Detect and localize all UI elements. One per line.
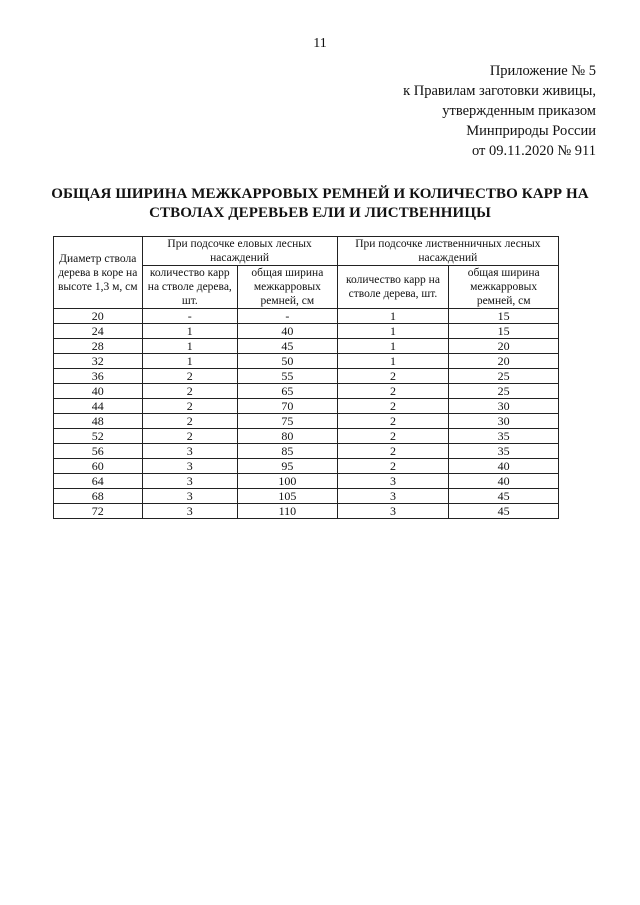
cell-spruce-count: 3 — [142, 489, 238, 504]
cell-larch-width: 25 — [449, 384, 559, 399]
table-row — [54, 384, 559, 399]
cell-larch-count: 1 — [337, 309, 449, 324]
cell-spruce-count: 1 — [142, 324, 238, 339]
cell-spruce-count: 3 — [142, 474, 238, 489]
cell-larch-width: 20 — [449, 354, 559, 369]
cell-diameter: 44 — [54, 399, 143, 414]
document-title — [0, 185, 640, 223]
cell-diameter: 24 — [54, 324, 143, 339]
appendix-order-date: от 09.11.2020 № 911 — [471, 143, 596, 159]
header-larch-count: количество карр на стволе дерева, шт. — [337, 266, 449, 309]
cell-spruce-width: 45 — [238, 339, 338, 354]
cell-larch-width: 15 — [449, 324, 559, 339]
page-number: 11 — [313, 36, 327, 51]
cell-larch-count: 2 — [337, 444, 449, 459]
cell-diameter: 28 — [54, 339, 143, 354]
cell-larch-width: 40 — [449, 474, 559, 489]
cell-diameter: 20 — [54, 309, 143, 324]
cell-larch-count: 1 — [337, 339, 449, 354]
cell-spruce-width: 105 — [238, 489, 338, 504]
data-table — [53, 236, 559, 519]
cell-larch-count: 3 — [337, 474, 449, 489]
cell-larch-width: 30 — [449, 399, 559, 414]
cell-larch-width: 45 — [449, 504, 559, 519]
cell-spruce-count: 3 — [142, 504, 238, 519]
table-row — [54, 429, 559, 444]
cell-diameter: 56 — [54, 444, 143, 459]
table-row — [54, 489, 559, 504]
header-spruce-count: количество карр на стволе дерева, шт. — [142, 266, 238, 309]
cell-spruce-count: 1 — [142, 354, 238, 369]
cell-larch-count: 2 — [337, 429, 449, 444]
table-row — [54, 414, 559, 429]
cell-spruce-width: 70 — [238, 399, 338, 414]
appendix-number: Приложение № 5 — [489, 63, 596, 79]
table-row — [54, 369, 559, 384]
cell-larch-count: 2 — [337, 414, 449, 429]
cell-spruce-width: 85 — [238, 444, 338, 459]
cell-larch-count: 1 — [337, 324, 449, 339]
table-row — [54, 504, 559, 519]
cell-larch-width: 30 — [449, 414, 559, 429]
cell-diameter: 60 — [54, 459, 143, 474]
table-row — [54, 354, 559, 369]
cell-diameter: 64 — [54, 474, 143, 489]
cell-spruce-count: 1 — [142, 339, 238, 354]
cell-larch-count: 2 — [337, 459, 449, 474]
table-row — [54, 459, 559, 474]
cell-spruce-width: 75 — [238, 414, 338, 429]
cell-larch-width: 45 — [449, 489, 559, 504]
appendix-approved-by: утвержденным приказом — [442, 103, 596, 119]
cell-spruce-count: 2 — [142, 399, 238, 414]
cell-spruce-width: 80 — [238, 429, 338, 444]
cell-larch-count: 3 — [337, 489, 449, 504]
appendix-rules-reference: к Правилам заготовки живицы, — [403, 83, 596, 99]
cell-diameter: 48 — [54, 414, 143, 429]
cell-diameter: 40 — [54, 384, 143, 399]
table-row — [54, 444, 559, 459]
cell-spruce-width: 40 — [238, 324, 338, 339]
header-spruce-width: общая ширина межкарровых ремней, см — [238, 266, 338, 309]
cell-diameter: 68 — [54, 489, 143, 504]
cell-diameter: 72 — [54, 504, 143, 519]
title-line-1: ОБЩАЯ ШИРИНА МЕЖКАРРОВЫХ РЕМНЕЙ И КОЛИЧЕСТВО КАРР НА — [51, 186, 589, 202]
cell-spruce-count: 2 — [142, 384, 238, 399]
cell-spruce-count: - — [142, 309, 238, 324]
header-larch-group: При подсочке лиственничных лесных насаждений — [337, 237, 558, 266]
cell-spruce-width: 65 — [238, 384, 338, 399]
table-row — [54, 474, 559, 489]
cell-spruce-width: 50 — [238, 354, 338, 369]
cell-spruce-width: 100 — [238, 474, 338, 489]
table-row — [54, 324, 559, 339]
cell-larch-width: 35 — [449, 444, 559, 459]
cell-spruce-count: 3 — [142, 444, 238, 459]
table-body — [54, 309, 559, 519]
table-row — [54, 399, 559, 414]
cell-spruce-count: 2 — [142, 429, 238, 444]
cell-larch-count: 2 — [337, 399, 449, 414]
cell-spruce-width: 95 — [238, 459, 338, 474]
cell-larch-width: 25 — [449, 369, 559, 384]
cell-larch-count: 1 — [337, 354, 449, 369]
cell-spruce-count: 2 — [142, 369, 238, 384]
cell-larch-width: 20 — [449, 339, 559, 354]
header-spruce-group: При подсочке еловых лесных насаждений — [142, 237, 337, 266]
cell-spruce-width: - — [238, 309, 338, 324]
cell-larch-width: 40 — [449, 459, 559, 474]
cell-spruce-count: 3 — [142, 459, 238, 474]
header-larch-width: общая ширина межкарровых ремней, см — [449, 266, 559, 309]
cell-spruce-count: 2 — [142, 414, 238, 429]
cell-larch-width: 15 — [449, 309, 559, 324]
table-row — [54, 309, 559, 324]
cell-larch-count: 2 — [337, 369, 449, 384]
cell-spruce-width: 55 — [238, 369, 338, 384]
header-diameter: Диаметр ствола дерева в коре на высоте 1,3 м, см — [54, 237, 143, 309]
appendix-header — [403, 61, 596, 161]
cell-diameter: 32 — [54, 354, 143, 369]
cell-diameter: 52 — [54, 429, 143, 444]
cell-larch-width: 35 — [449, 429, 559, 444]
title-line-2: СТВОЛАХ ДЕРЕВЬЕВ ЕЛИ И ЛИСТВЕННИЦЫ — [149, 205, 491, 221]
table-row — [54, 339, 559, 354]
cell-larch-count: 3 — [337, 504, 449, 519]
appendix-ministry: Минприроды России — [466, 123, 596, 139]
cell-spruce-width: 110 — [238, 504, 338, 519]
cell-diameter: 36 — [54, 369, 143, 384]
cell-larch-count: 2 — [337, 384, 449, 399]
